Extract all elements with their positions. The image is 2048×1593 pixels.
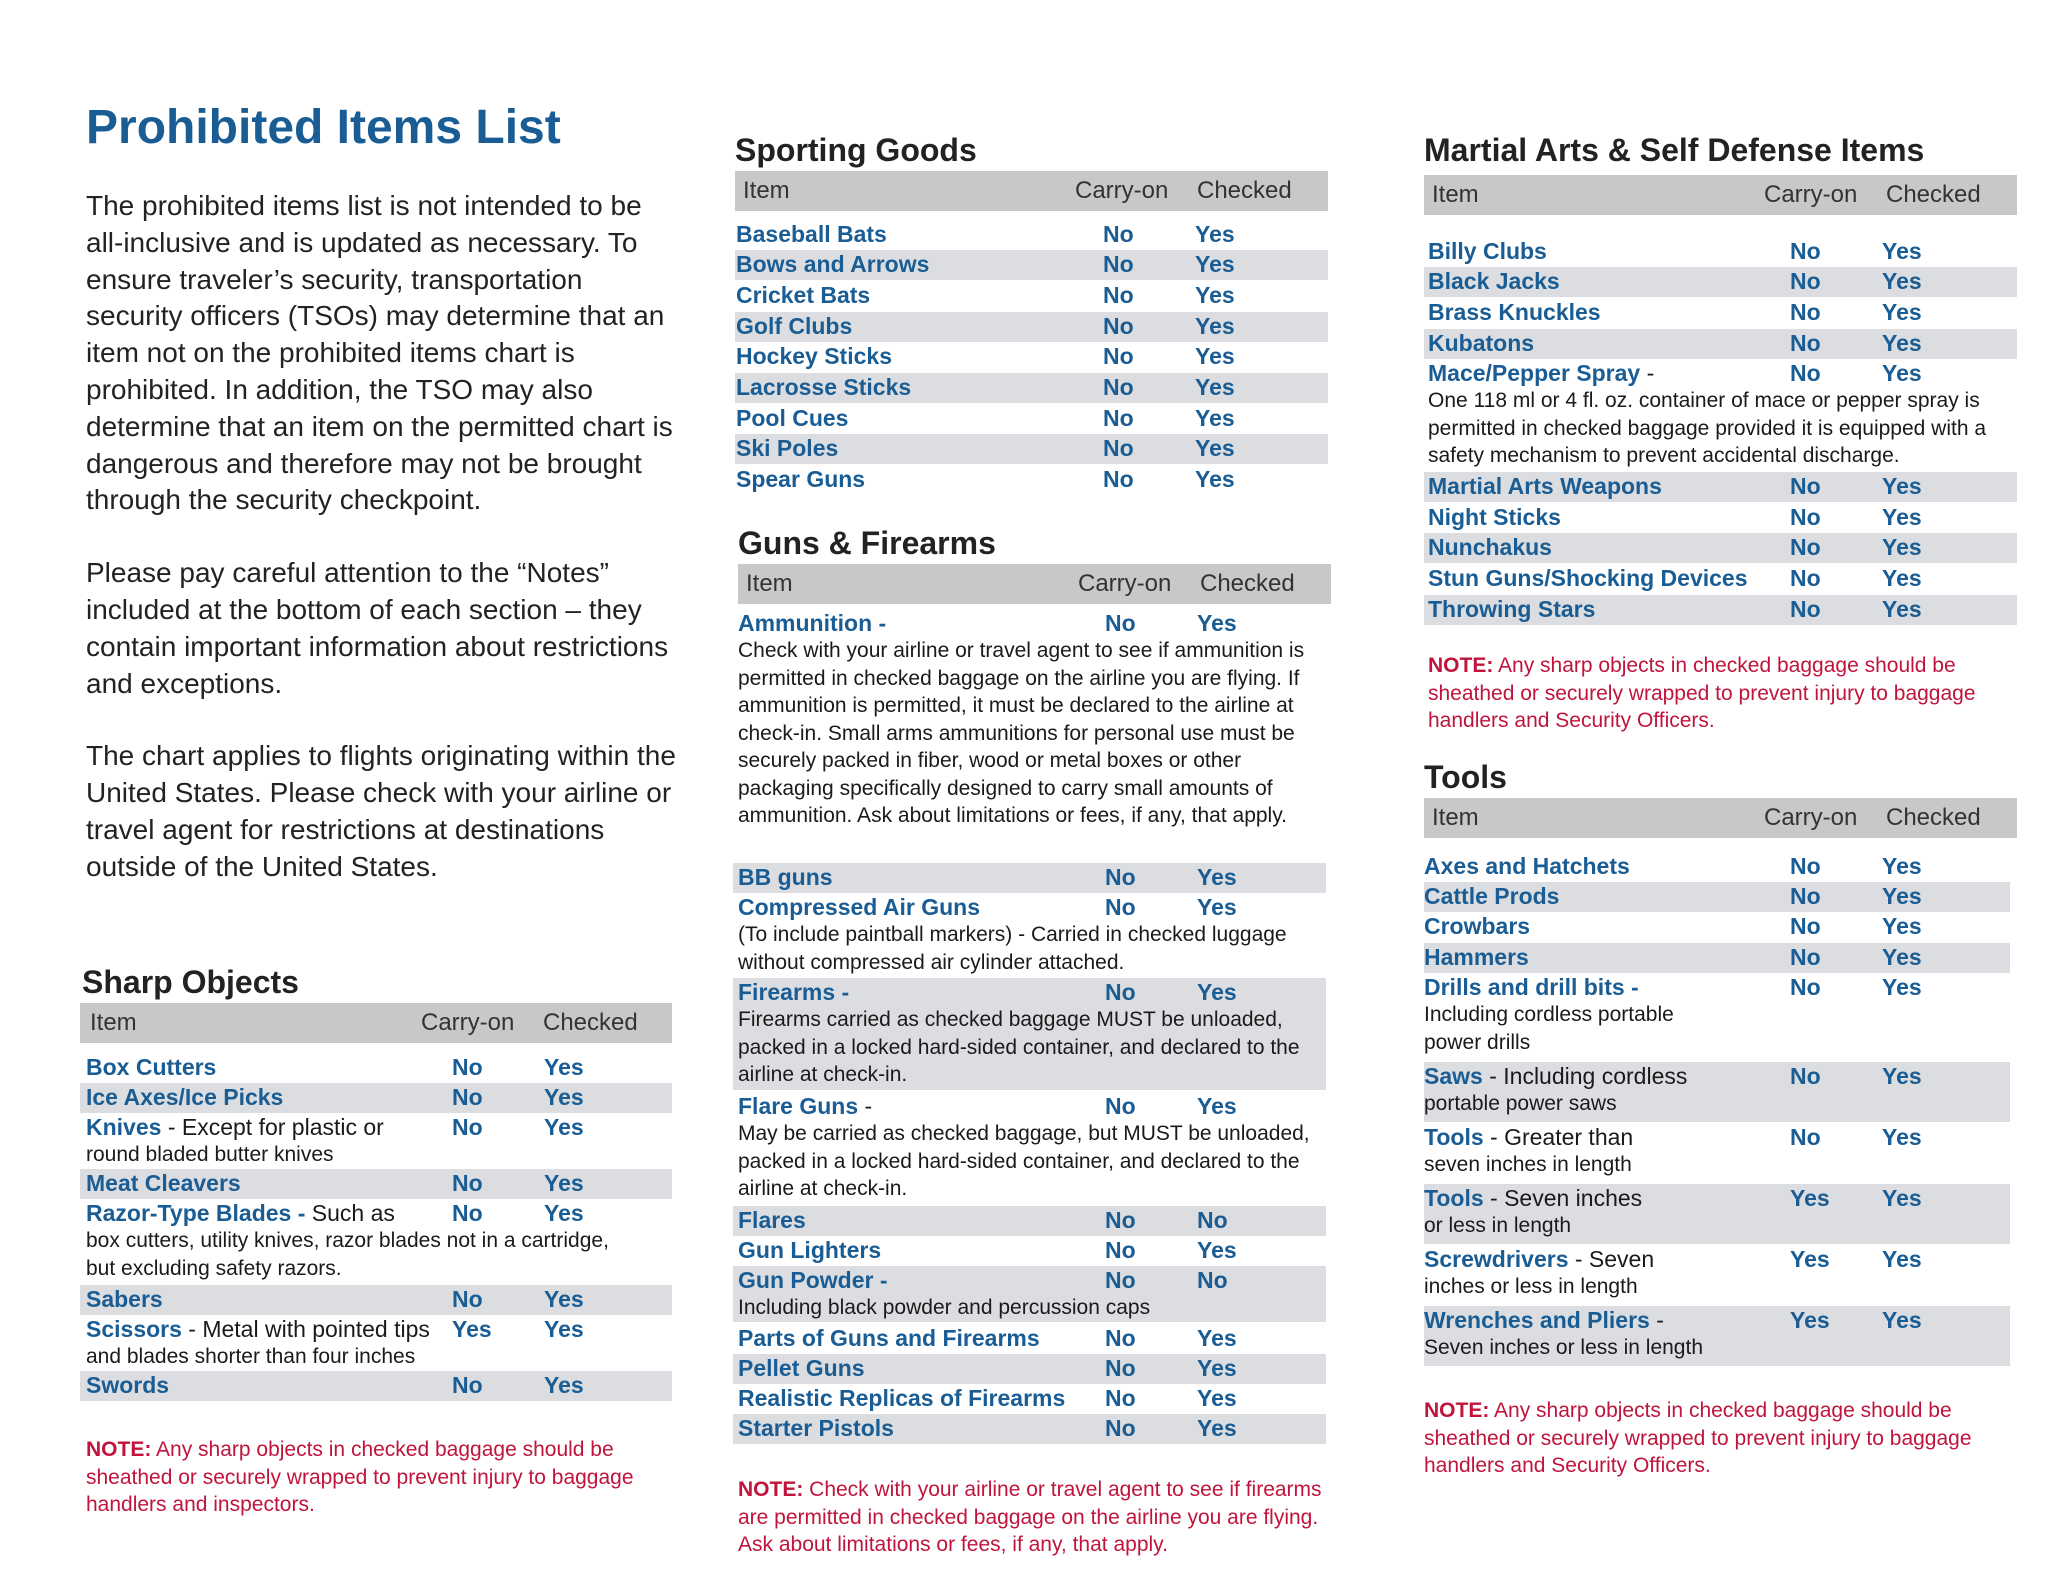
item-description: Including cordless portable power drills: [1424, 1003, 1674, 1054]
item-description: One 118 ml or 4 fl. oz. container of mace or pepper spray is permitted in checked baggage provided it is equipped with a safety mechanism to prevent accidental discharge.: [1428, 389, 1987, 467]
carry-on-value: No: [452, 1170, 483, 1196]
carry-on-value: No: [1105, 1093, 1136, 1119]
header-carry-on: Carry-on: [1078, 570, 1172, 597]
carry-on-value: No: [1105, 1237, 1136, 1263]
header-item: Item: [1432, 181, 1479, 208]
table-row: [1424, 852, 2010, 882]
note-text: [86, 1436, 676, 1519]
table-row: [735, 250, 1328, 280]
table-header: [735, 171, 1328, 211]
table-row: [1424, 1062, 2010, 1122]
table-row: [1424, 1245, 2010, 1305]
item-name: Axes and Hatchets: [1424, 853, 1630, 879]
table-row: [1424, 973, 2010, 1059]
item-qualifier: -: [1649, 1307, 1664, 1333]
intro-paragraph-3: The chart applies to flights originating within the United States. Please check with your airline or travel agent for restrictions at destinations outside of the United States.: [86, 740, 676, 882]
carry-on-value: No: [1790, 534, 1821, 560]
checked-value: Yes: [1197, 1355, 1237, 1381]
carry-on-value: No: [1790, 565, 1821, 591]
item-name: Crowbars: [1424, 913, 1531, 939]
item-description: round bladed butter knives: [86, 1143, 334, 1166]
item-name: Realistic Replicas of Firearms: [738, 1385, 1066, 1411]
table-row: [735, 404, 1328, 434]
item-name: Tools: [1424, 1185, 1484, 1211]
table-row: [1424, 359, 2017, 471]
item-qualifier: Such as: [305, 1200, 395, 1226]
intro-paragraph-2: Please pay careful attention to the “Notes” included at the bottom of each section – they contain important information about restrictions and exceptions.: [86, 557, 669, 699]
checked-value: Yes: [1882, 1185, 1922, 1211]
section-title: Sporting Goods: [735, 132, 977, 168]
item-name: Scissors: [86, 1316, 182, 1342]
checked-value: Yes: [1882, 853, 1922, 879]
note-label: NOTE:: [1424, 1399, 1490, 1422]
checked-value: Yes: [1195, 405, 1235, 431]
checked-value: Yes: [1882, 913, 1922, 939]
checked-value: Yes: [1197, 1385, 1237, 1411]
table-row: [80, 1083, 672, 1113]
table-row: [733, 1324, 1326, 1354]
item-description: seven inches in length: [1424, 1153, 1632, 1176]
header-checked: Checked: [543, 1009, 638, 1036]
item-name: Hockey Sticks: [736, 343, 892, 369]
checked-value: Yes: [1195, 221, 1235, 247]
item-qualifier: - Metal with pointed tips: [181, 1316, 430, 1342]
section-title: Guns & Firearms: [738, 525, 996, 561]
item-name: Starter Pistols: [738, 1415, 894, 1441]
carry-on-value: No: [1790, 330, 1821, 356]
item-name: Pellet Guns: [738, 1355, 865, 1381]
header-carry-on: Carry-on: [1075, 177, 1169, 204]
checked-value: Yes: [1195, 282, 1235, 308]
note-body: Any sharp objects in checked baggage should be sheathed or securely wrapped to prevent injury to baggage handlers and inspectors.: [86, 1438, 634, 1516]
carry-on-value: No: [452, 1200, 483, 1226]
checked-value: Yes: [544, 1054, 584, 1080]
table-row: [733, 893, 1326, 977]
carry-on-value: No: [1790, 596, 1821, 622]
item-name: Brass Knuckles: [1428, 299, 1601, 325]
header-item: Item: [1432, 804, 1479, 831]
item-name: Ice Axes/Ice Picks: [86, 1084, 284, 1110]
table-row: [80, 1371, 672, 1401]
carry-on-value: No: [1103, 466, 1134, 492]
carry-on-value: No: [1105, 1267, 1136, 1293]
table-row: [733, 1092, 1326, 1204]
table-row: [1424, 564, 2017, 594]
checked-value: Yes: [544, 1286, 584, 1312]
table-row: [80, 1053, 672, 1083]
section-title: Martial Arts & Self Defense Items: [1424, 132, 1925, 168]
carry-on-value: No: [1105, 979, 1136, 1005]
table-row: [735, 281, 1328, 311]
item-name: Stun Guns/Shocking Devices: [1428, 565, 1748, 591]
note-body: Any sharp objects in checked baggage should be sheathed or securely wrapped to prevent injury to baggage handlers and Security Officers.: [1428, 654, 1976, 732]
carry-on-value: No: [1105, 864, 1136, 890]
header-checked: Checked: [1197, 177, 1292, 204]
table-row: [733, 1384, 1326, 1414]
item-name: Firearms -: [738, 979, 850, 1005]
carry-on-value: No: [452, 1286, 483, 1312]
header-carry-on: Carry-on: [421, 1009, 515, 1036]
table-row: [1424, 943, 2010, 973]
item-description: inches or less in length: [1424, 1275, 1638, 1298]
header-item: Item: [746, 570, 793, 597]
item-name: Gun Powder -: [738, 1267, 888, 1293]
checked-value: Yes: [1882, 299, 1922, 325]
checked-value: Yes: [1195, 251, 1235, 277]
checked-value: Yes: [1882, 1063, 1922, 1089]
item-name: Golf Clubs: [736, 313, 853, 339]
table-row: [1424, 267, 2017, 297]
carry-on-value: No: [1790, 360, 1821, 386]
carry-on-value: Yes: [1790, 1185, 1830, 1211]
checked-value: Yes: [1882, 504, 1922, 530]
item-name: Flare Guns: [738, 1093, 859, 1119]
item-description: and blades shorter than four inches: [86, 1345, 416, 1368]
table-row: [735, 342, 1328, 372]
checked-value: Yes: [1882, 944, 1922, 970]
item-description: or less in length: [1424, 1214, 1572, 1237]
table-row: [735, 434, 1328, 464]
note-text: [738, 1476, 1338, 1559]
checked-value: No: [1197, 1207, 1228, 1233]
carry-on-value: No: [1103, 313, 1134, 339]
carry-on-value: No: [1103, 405, 1134, 431]
carry-on-value: No: [1103, 343, 1134, 369]
carry-on-value: No: [1790, 883, 1821, 909]
table-row: [1424, 912, 2010, 942]
carry-on-value: Yes: [1790, 1246, 1830, 1272]
item-name: Martial Arts Weapons: [1428, 473, 1662, 499]
checked-value: Yes: [1197, 864, 1237, 890]
table-row: [733, 1236, 1326, 1266]
table-row: [1424, 1123, 2010, 1183]
item-name: Sabers: [86, 1286, 163, 1312]
carry-on-value: No: [1103, 374, 1134, 400]
table-row: [733, 1266, 1326, 1322]
item-name: Hammers: [1424, 944, 1529, 970]
section-title: Sharp Objects: [82, 964, 299, 1000]
item-name: Saws: [1424, 1063, 1483, 1089]
table-row: [735, 312, 1328, 342]
item-name: Box Cutters: [86, 1054, 217, 1080]
carry-on-value: No: [1790, 944, 1821, 970]
carry-on-value: No: [1790, 268, 1821, 294]
intro-text: [86, 188, 686, 922]
header-checked: Checked: [1886, 181, 1981, 208]
item-name: Gun Lighters: [738, 1237, 882, 1263]
carry-on-value: No: [1790, 1124, 1821, 1150]
table-row: [80, 1315, 672, 1371]
item-description: (To include paintball markers) - Carried in checked luggage without compressed air cylinder attached.: [738, 923, 1287, 974]
table-row: [1424, 472, 2017, 502]
carry-on-value: No: [452, 1372, 483, 1398]
item-name: Compressed Air Guns: [738, 894, 980, 920]
carry-on-value: No: [1790, 299, 1821, 325]
checked-value: Yes: [1195, 374, 1235, 400]
checked-value: No: [1197, 1267, 1228, 1293]
item-qualifier: - Including cordless: [1482, 1063, 1688, 1089]
table-row: [735, 373, 1328, 403]
item-description: Including black powder and percussion caps: [738, 1296, 1151, 1319]
header-carry-on: Carry-on: [1764, 804, 1858, 831]
checked-value: Yes: [544, 1170, 584, 1196]
item-name: Ski Poles: [736, 435, 839, 461]
table-row: [80, 1113, 672, 1169]
carry-on-value: No: [1790, 913, 1821, 939]
table-row: [733, 978, 1326, 1090]
carry-on-value: No: [1790, 974, 1821, 1000]
item-name: Ammunition -: [738, 610, 887, 636]
header-item: Item: [743, 177, 790, 204]
checked-value: Yes: [1882, 473, 1922, 499]
checked-value: Yes: [1882, 565, 1922, 591]
item-qualifier: - Seven: [1568, 1246, 1655, 1272]
carry-on-value: No: [1790, 853, 1821, 879]
item-name: Meat Cleavers: [86, 1170, 241, 1196]
item-name: Billy Clubs: [1428, 238, 1547, 264]
carry-on-value: No: [1103, 435, 1134, 461]
carry-on-value: No: [1105, 1355, 1136, 1381]
carry-on-value: No: [1105, 610, 1136, 636]
item-name: Tools: [1424, 1124, 1484, 1150]
checked-value: Yes: [1195, 343, 1235, 369]
table-header: [80, 1003, 672, 1043]
carry-on-value: No: [452, 1084, 483, 1110]
note-label: NOTE:: [738, 1478, 804, 1501]
note-text: [1424, 1397, 2014, 1480]
carry-on-value: No: [1790, 473, 1821, 499]
checked-value: Yes: [1197, 979, 1237, 1005]
checked-value: Yes: [544, 1200, 584, 1226]
item-name: Wrenches and Pliers: [1424, 1307, 1650, 1333]
checked-value: Yes: [1197, 1093, 1237, 1119]
table-row: [733, 1354, 1326, 1384]
carry-on-value: No: [1105, 1207, 1136, 1233]
table-row: [1424, 503, 2017, 533]
checked-value: Yes: [1195, 466, 1235, 492]
carry-on-value: No: [1105, 1325, 1136, 1351]
carry-on-value: No: [1103, 221, 1134, 247]
checked-value: Yes: [1197, 1415, 1237, 1441]
item-name: Mace/Pepper Spray: [1428, 360, 1641, 386]
checked-value: Yes: [1882, 974, 1922, 1000]
note-body: Check with your airline or travel agent to see if firearms are permitted in checked baggage on the airline you are flying. Ask about limitations or fees, if any, that apply.: [738, 1478, 1322, 1556]
note-text: [1428, 652, 2018, 735]
checked-value: Yes: [1882, 360, 1922, 386]
table-row: [1424, 882, 2010, 912]
item-description: Firearms carried as checked baggage MUST be unloaded, packed in a locked hard-sided container, and declared to the airline at check-in.: [738, 1008, 1300, 1086]
note-label: NOTE:: [86, 1438, 152, 1461]
carry-on-value: No: [1103, 251, 1134, 277]
carry-on-value: No: [452, 1114, 483, 1140]
checked-value: Yes: [1882, 330, 1922, 356]
checked-value: Yes: [1882, 1124, 1922, 1150]
checked-value: Yes: [544, 1316, 584, 1342]
item-name: Night Sticks: [1428, 504, 1561, 530]
item-name: Flares: [738, 1207, 806, 1233]
carry-on-value: No: [1105, 1415, 1136, 1441]
checked-value: Yes: [544, 1114, 584, 1140]
table-row: [80, 1285, 672, 1315]
item-qualifier: -: [858, 1093, 873, 1119]
checked-value: Yes: [1197, 1325, 1237, 1351]
item-qualifier: - Except for plastic or: [161, 1114, 384, 1140]
item-name: Drills and drill bits -: [1424, 974, 1639, 1000]
table-row: [1424, 329, 2017, 359]
page-title: Prohibited Items List: [86, 101, 561, 154]
table-row: [1424, 533, 2017, 563]
item-qualifier: - Seven inches: [1483, 1185, 1643, 1211]
checked-value: Yes: [1197, 610, 1237, 636]
checked-value: Yes: [544, 1372, 584, 1398]
table-row: [80, 1199, 672, 1283]
item-name: Throwing Stars: [1428, 596, 1596, 622]
checked-value: Yes: [1882, 534, 1922, 560]
table-row: [1424, 1184, 2010, 1244]
item-qualifier: - Greater than: [1483, 1124, 1634, 1150]
checked-value: Yes: [1195, 435, 1235, 461]
item-name: Baseball Bats: [736, 221, 887, 247]
checked-value: Yes: [1882, 883, 1922, 909]
carry-on-value: No: [452, 1054, 483, 1080]
carry-on-value: Yes: [1790, 1307, 1830, 1333]
item-name: Parts of Guns and Firearms: [738, 1325, 1040, 1351]
carry-on-value: No: [1103, 282, 1134, 308]
carry-on-value: No: [1105, 1385, 1136, 1411]
header-checked: Checked: [1200, 570, 1295, 597]
carry-on-value: No: [1790, 504, 1821, 530]
checked-value: Yes: [1882, 596, 1922, 622]
table-row: [1424, 298, 2017, 328]
item-qualifier: -: [1640, 360, 1655, 386]
table-row: [80, 1169, 672, 1199]
item-name: Cattle Prods: [1424, 883, 1560, 909]
carry-on-value: No: [1105, 894, 1136, 920]
item-description: Check with your airline or travel agent to see if ammunition is permitted in checked baggage on the airline you are flying. If ammunition is permitted, it must be declared to the airline at check-in. Small arms ammunitions for personal use must be securely packed in fiber, wood or metal boxes or other packaging specifically designed to carry small amounts of ammunition. Ask about limitations or fees, if any, that apply.: [738, 639, 1305, 827]
table-row: [735, 220, 1328, 250]
item-description: May be carried as checked baggage, but MUST be unloaded, packed in a locked hard-sided container, and declared to the airline at check-in.: [738, 1122, 1310, 1200]
checked-value: Yes: [1882, 238, 1922, 264]
header-carry-on: Carry-on: [1764, 181, 1858, 208]
table-row: [1424, 237, 2017, 267]
table-row: [1424, 595, 2017, 625]
item-name: Knives: [86, 1114, 162, 1140]
table-header: [1424, 175, 2017, 215]
note-body: Any sharp objects in checked baggage should be sheathed or securely wrapped to prevent injury to baggage handlers and Security Officers.: [1424, 1399, 1972, 1477]
carry-on-value: No: [1790, 1063, 1821, 1089]
carry-on-value: Yes: [452, 1316, 492, 1342]
note-label: NOTE:: [1428, 654, 1494, 677]
checked-value: Yes: [1882, 268, 1922, 294]
table-header: [738, 564, 1331, 604]
checked-value: Yes: [1882, 1246, 1922, 1272]
table-row: [733, 609, 1326, 843]
item-description: Seven inches or less in length: [1424, 1336, 1703, 1359]
item-name: Black Jacks: [1428, 268, 1560, 294]
table-row: [735, 465, 1328, 495]
item-name: BB guns: [738, 864, 833, 890]
table-row: [733, 1414, 1326, 1444]
item-name: Bows and Arrows: [736, 251, 930, 277]
item-description: box cutters, utility knives, razor blades not in a cartridge, but excluding safety razors.: [86, 1229, 609, 1280]
header-checked: Checked: [1886, 804, 1981, 831]
table-row: [733, 1206, 1326, 1236]
item-name: Screwdrivers: [1424, 1246, 1569, 1272]
table-row: [1424, 1306, 2010, 1366]
item-name: Lacrosse Sticks: [736, 374, 912, 400]
checked-value: Yes: [1197, 1237, 1237, 1263]
item-name: Kubatons: [1428, 330, 1535, 356]
checked-value: Yes: [544, 1084, 584, 1110]
item-name: Spear Guns: [736, 466, 866, 492]
section-title: Tools: [1424, 759, 1507, 795]
item-name: Swords: [86, 1372, 170, 1398]
intro-paragraph-1: The prohibited items list is not intended to be all-inclusive and is updated as necessary. To ensure traveler’s security, transportation security officers (TSOs) may determine that an item not on the prohibited items chart is prohibited. In addition, the TSO may also determine that an item on the permitted chart is dangerous and therefore may not be brought through the security checkpoint.: [86, 190, 673, 516]
checked-value: Yes: [1197, 894, 1237, 920]
checked-value: Yes: [1195, 313, 1235, 339]
header-item: Item: [90, 1009, 137, 1036]
item-name: Nunchakus: [1428, 534, 1552, 560]
carry-on-value: No: [1790, 238, 1821, 264]
checked-value: Yes: [1882, 1307, 1922, 1333]
item-name: Razor-Type Blades -: [86, 1200, 306, 1226]
table-row: [733, 863, 1326, 893]
item-name: Cricket Bats: [736, 282, 871, 308]
table-header: [1424, 798, 2017, 838]
item-description: portable power saws: [1424, 1092, 1617, 1115]
item-name: Pool Cues: [736, 405, 849, 431]
